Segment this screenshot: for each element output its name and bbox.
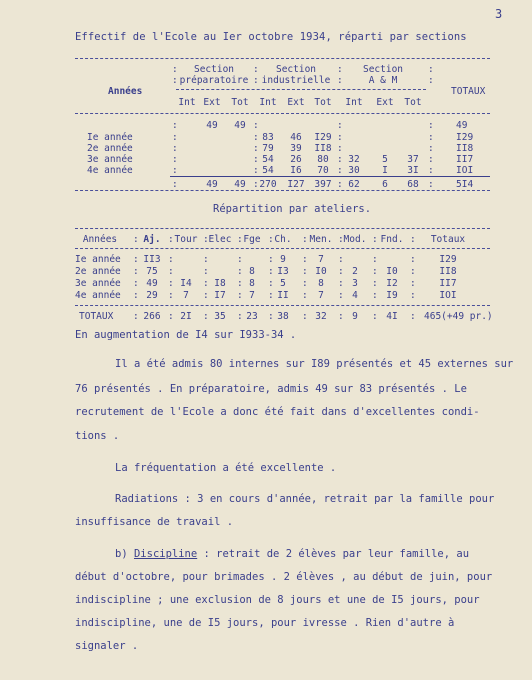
- admis-line-1: Il a été admis 80 internes sur I89 présentés et 45 externes sur: [115, 358, 514, 370]
- table2-cell: 7: [249, 290, 255, 301]
- table2-cell: 8: [318, 278, 324, 289]
- column-separator: :: [268, 266, 274, 277]
- table2-cell: I2: [386, 278, 398, 289]
- table1-cell: 54: [262, 154, 274, 165]
- column-separator: :: [338, 290, 344, 301]
- table1-subheader: Ext: [287, 97, 305, 108]
- column-separator: :: [268, 254, 274, 265]
- column-separator: :: [428, 143, 434, 154]
- table1-total-cell: 49: [234, 179, 246, 190]
- discipline-line-1: [115, 548, 469, 561]
- column-separator: :: [253, 165, 259, 176]
- column-separator: :: [237, 234, 243, 245]
- table2-total-cell: 4I: [386, 311, 398, 322]
- table2-total-cell: 35: [214, 311, 226, 322]
- column-separator: :: [410, 254, 416, 265]
- table2-total-cell: 9: [352, 311, 358, 322]
- table2-total-cell: 32: [315, 311, 327, 322]
- table1-subheader: Int: [259, 97, 277, 108]
- column-separator: :: [410, 266, 416, 277]
- column-separator: :: [337, 179, 343, 190]
- table1-cell: 32: [348, 154, 360, 165]
- table1-cell: II8: [314, 143, 332, 154]
- table2-row-label: 2e année: [75, 266, 121, 277]
- column-separator: :: [168, 266, 174, 277]
- column-separator: :: [203, 266, 209, 277]
- table2-cell: 8: [249, 266, 255, 277]
- table1-header-rule: [176, 89, 426, 90]
- table1-subheader: Ext: [376, 97, 394, 108]
- table1-cell: 3I: [407, 165, 419, 176]
- table1-title: Effectif de l'Ecole au Ier octobre 1934, réparti par sections: [75, 31, 467, 43]
- table2-header-cell: Fge: [243, 234, 261, 245]
- column-separator: :: [203, 311, 209, 322]
- column-separator: :: [410, 234, 416, 245]
- column-separator: :: [337, 165, 343, 176]
- table2-cell: 7: [318, 290, 324, 301]
- column-separator: :: [302, 234, 308, 245]
- table1-top-rule: [75, 58, 490, 59]
- column-separator: :: [268, 278, 274, 289]
- table2-cell: I0: [386, 266, 398, 277]
- table1-subheader: Ext: [203, 97, 221, 108]
- column-separator: :: [237, 266, 243, 277]
- column-separator: :: [428, 154, 434, 165]
- table1-section-prep-line1: Section: [193, 64, 235, 75]
- column-separator: :: [338, 234, 344, 245]
- column-separator: :: [237, 290, 243, 301]
- discipline-line-2: début d'octobre, pour brimades . 2 élèves , au début de juin, pour: [75, 571, 493, 583]
- table2-cell: 5: [280, 278, 286, 289]
- table2-header-cell: Tour: [174, 234, 198, 245]
- table2-cell: II3: [143, 254, 161, 265]
- table2-total-cell: 23: [246, 311, 258, 322]
- table1-cell: 39: [290, 143, 302, 154]
- table1-row-label: 2e année: [87, 143, 133, 154]
- table2-cell: I9: [386, 290, 398, 301]
- column-separator: :: [337, 143, 343, 154]
- column-separator: :: [203, 278, 209, 289]
- table1-total-cell: 62: [348, 179, 360, 190]
- column-separator: :: [372, 311, 378, 322]
- column-separator: :: [168, 278, 174, 289]
- page-number: 3: [495, 7, 503, 21]
- column-separator: :: [172, 165, 178, 176]
- column-separator: :: [253, 64, 259, 75]
- table2-total-label: TOTAUX: [79, 311, 114, 322]
- table1-cell: 80: [317, 154, 329, 165]
- column-separator: :: [428, 75, 434, 86]
- column-separator: :: [168, 290, 174, 301]
- column-separator: :: [172, 179, 178, 190]
- table2-cell: 4: [352, 290, 358, 301]
- column-separator: :: [133, 234, 139, 245]
- column-separator: :: [133, 290, 139, 301]
- table1-bottom-rule: [75, 190, 490, 191]
- table2-row-total: II7: [439, 278, 457, 289]
- column-separator: :: [203, 254, 209, 265]
- table2-cell: 29: [146, 290, 158, 301]
- table1-cell: 37: [407, 154, 419, 165]
- column-separator: :: [133, 278, 139, 289]
- table2-header-rule: [75, 248, 490, 249]
- table2-row-label: Ie année: [75, 254, 121, 265]
- table1-row-total: II7: [456, 154, 474, 165]
- table1-cell: I29: [314, 132, 332, 143]
- table2-cell: 9: [280, 254, 286, 265]
- discipline-line-4: indiscipline, une de I5 jours, pour ivresse . Rien d'autre à: [75, 617, 455, 629]
- column-separator: :: [268, 311, 274, 322]
- table1-row-label: 4e année: [87, 165, 133, 176]
- table2-cell: I4: [180, 278, 192, 289]
- column-separator: :: [372, 266, 378, 277]
- column-separator: :: [410, 311, 416, 322]
- column-separator: :: [372, 290, 378, 301]
- table2-total-cell: 266: [143, 311, 161, 322]
- table2-cell: I0: [315, 266, 327, 277]
- table2-top-rule: [75, 228, 490, 229]
- column-separator: :: [428, 165, 434, 176]
- table2-cell: 49: [146, 278, 158, 289]
- column-separator: :: [428, 179, 434, 190]
- table2-cell: 3: [352, 278, 358, 289]
- column-separator: :: [168, 311, 174, 322]
- table2-grand-total: 465(+49 pr.): [424, 311, 493, 322]
- table1-row-total: IOI: [456, 165, 474, 176]
- table1-total-cell: 68: [407, 179, 419, 190]
- column-separator: :: [172, 132, 178, 143]
- table1-total-rule: [170, 176, 490, 177]
- table2-cell: 7: [183, 290, 189, 301]
- table1-cell: 70: [317, 165, 329, 176]
- table1-cell: I6: [290, 165, 302, 176]
- column-separator: :: [372, 234, 378, 245]
- table1-cell: 54: [262, 165, 274, 176]
- table2-row-label: 3e année: [75, 278, 121, 289]
- table1-cell: 49: [234, 120, 246, 131]
- column-separator: :: [253, 143, 259, 154]
- frequentation-line: La fréquentation a été excellente .: [115, 462, 337, 474]
- table1-cell: 30: [348, 165, 360, 176]
- table2-row-label: 4e année: [75, 290, 121, 301]
- discipline-prefix: b): [115, 548, 128, 560]
- table2-total-cell: 38: [277, 311, 289, 322]
- table2-row-total: IOI: [439, 290, 457, 301]
- table1-row-total: 49: [456, 120, 468, 131]
- column-separator: :: [337, 120, 343, 131]
- column-separator: :: [410, 290, 416, 301]
- augmentation-line: En augmentation de I4 sur I933-34 .: [75, 329, 297, 341]
- column-separator: :: [253, 120, 259, 131]
- table1-total-cell: 397: [314, 179, 332, 190]
- table2-header-cell: Ch.: [274, 234, 292, 245]
- column-separator: :: [237, 278, 243, 289]
- table2-header-cell: Mod.: [343, 234, 367, 245]
- table1-subheader: Tot: [231, 97, 249, 108]
- column-separator: :: [372, 278, 378, 289]
- table1-subheader: Int: [345, 97, 363, 108]
- table2-header-cell: Men.: [309, 234, 333, 245]
- table1-section-ind-line1: Section: [275, 64, 317, 75]
- table2-cell: 7: [318, 254, 324, 265]
- admis-line-2: 76 présentés . En préparatoire, admis 49 sur 83 présentés . Le: [75, 383, 467, 395]
- column-separator: :: [133, 254, 139, 265]
- table1-section-prep-line2: préparatoire: [179, 75, 249, 86]
- table2-cell: II: [277, 290, 289, 301]
- table1-header-totaux: TOTAUX: [451, 86, 486, 97]
- table2-cell: 8: [249, 278, 255, 289]
- table2-header-cell: Aj.: [143, 234, 161, 245]
- admis-line-3: recrutement de l'Ecole a donc été fait dans d'excellentes condi-: [75, 406, 480, 418]
- column-separator: :: [268, 290, 274, 301]
- column-separator: :: [338, 254, 344, 265]
- column-separator: :: [302, 311, 308, 322]
- column-separator: :: [337, 132, 343, 143]
- column-separator: :: [253, 179, 259, 190]
- column-separator: :: [302, 278, 308, 289]
- column-separator: :: [268, 234, 274, 245]
- table1-header-years: Années: [108, 86, 143, 97]
- column-separator: :: [302, 254, 308, 265]
- column-separator: :: [133, 266, 139, 277]
- table2-header-cell: Elec: [208, 234, 232, 245]
- table2-header-cell: Totaux: [430, 234, 466, 245]
- table1-section-am-line1: Section: [362, 64, 404, 75]
- discipline-line-5: signaler .: [75, 640, 139, 652]
- table1-total-cell: I27: [287, 179, 305, 190]
- table2-cell: I7: [214, 290, 226, 301]
- table1-subheader: Tot: [404, 97, 422, 108]
- table2-header-cell: Fnd.: [380, 234, 404, 245]
- table1-cell: 26: [290, 154, 302, 165]
- column-separator: :: [337, 64, 343, 75]
- table2-row-total: II8: [439, 266, 457, 277]
- column-separator: :: [410, 278, 416, 289]
- table1-row-total: I29: [456, 132, 474, 143]
- column-separator: :: [203, 234, 209, 245]
- table2-title: Répartition par ateliers.: [213, 203, 372, 215]
- column-separator: :: [168, 234, 174, 245]
- admis-line-4: tions .: [75, 430, 120, 442]
- table1-subheader-rule: [75, 113, 490, 114]
- table1-grand-total: 5I4: [456, 179, 474, 190]
- discipline-line-3: indiscipline ; une exclusion de 8 jours et une de I5 jours, pour: [75, 594, 480, 606]
- discipline-text: : retrait de 2 élèves par leur famille, au: [197, 548, 470, 560]
- column-separator: :: [428, 132, 434, 143]
- column-separator: :: [203, 290, 209, 301]
- column-separator: :: [338, 278, 344, 289]
- discipline-heading: Discipline: [133, 548, 198, 560]
- table2-total-rule: [75, 305, 490, 306]
- table1-section-ind-line2: industrielle: [261, 75, 331, 86]
- table2-header-cell: Années: [82, 234, 118, 245]
- radiations-line-2: insuffisance de travail .: [75, 516, 234, 528]
- table1-cell: 46: [290, 132, 302, 143]
- radiations-line-1: Radiations : 3 en cours d'année, retrait par la famille pour: [115, 493, 495, 505]
- column-separator: :: [172, 64, 178, 75]
- column-separator: :: [237, 254, 243, 265]
- table1-section-am-line2: A & M: [368, 75, 398, 86]
- table1-subheader: Tot: [314, 97, 332, 108]
- table1-row-label: 3e année: [87, 154, 133, 165]
- column-separator: :: [428, 64, 434, 75]
- column-separator: :: [338, 311, 344, 322]
- table2-total-cell: 2I: [180, 311, 192, 322]
- table2-cell: I8: [214, 278, 226, 289]
- column-separator: :: [302, 290, 308, 301]
- column-separator: :: [172, 154, 178, 165]
- table1-cell: 79: [262, 143, 274, 154]
- column-separator: :: [237, 311, 243, 322]
- table1-cell: 49: [206, 120, 218, 131]
- table2-cell: 2: [352, 266, 358, 277]
- column-separator: :: [253, 154, 259, 165]
- column-separator: :: [253, 132, 259, 143]
- table1-cell: 83: [262, 132, 274, 143]
- table1-total-cell: 270: [259, 179, 277, 190]
- column-separator: :: [337, 154, 343, 165]
- column-separator: :: [133, 311, 139, 322]
- column-separator: :: [338, 266, 344, 277]
- table1-cell: 5: [382, 154, 388, 165]
- column-separator: :: [428, 120, 434, 131]
- column-separator: :: [168, 254, 174, 265]
- column-separator: :: [253, 75, 259, 86]
- column-separator: :: [372, 254, 378, 265]
- table1-row-label: Ie année: [87, 132, 133, 143]
- table1-total-cell: 49: [206, 179, 218, 190]
- column-separator: :: [172, 143, 178, 154]
- table1-row-total: II8: [456, 143, 474, 154]
- table1-total-cell: 6: [382, 179, 388, 190]
- table2-cell: I3: [277, 266, 289, 277]
- table1-cell: I: [382, 165, 388, 176]
- column-separator: :: [172, 75, 178, 86]
- column-separator: :: [302, 266, 308, 277]
- table2-row-total: I29: [439, 254, 457, 265]
- table2-cell: 75: [146, 266, 158, 277]
- table1-subheader: Int: [178, 97, 196, 108]
- column-separator: :: [172, 120, 178, 131]
- column-separator: :: [337, 75, 343, 86]
